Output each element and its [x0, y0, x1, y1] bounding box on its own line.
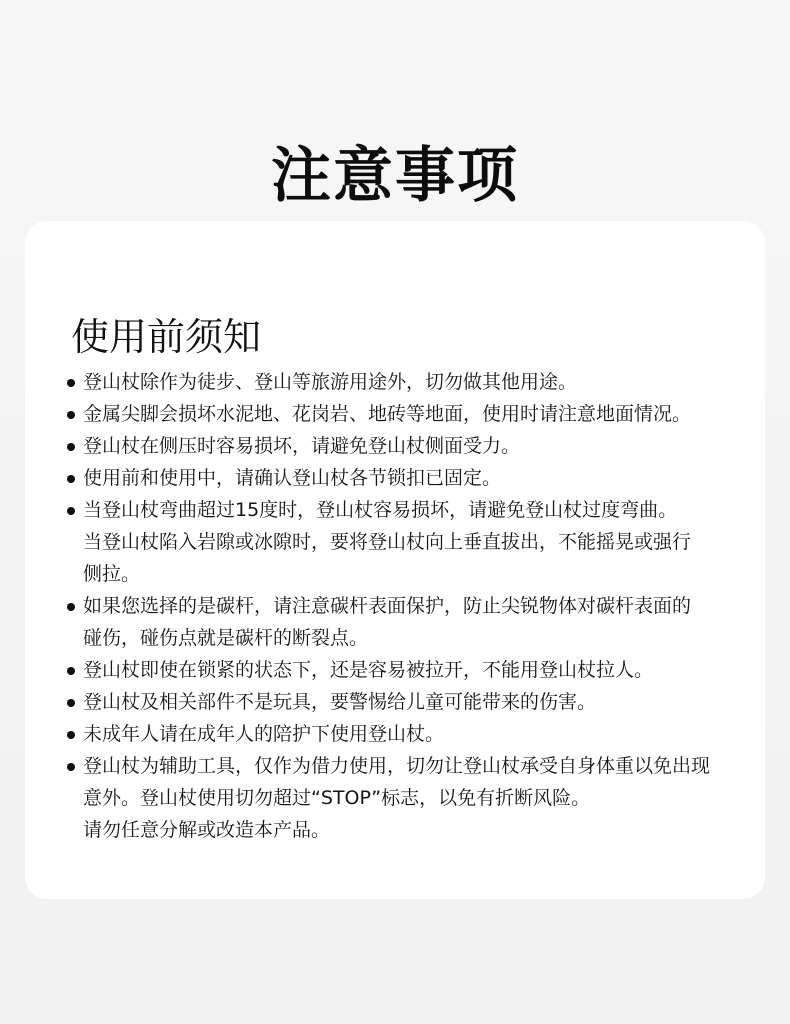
note-line: 金属尖脚会损坏水泥地、花岗岩、地砖等地面，使用时请注意地面情况。 — [83, 403, 692, 425]
bullet-icon — [67, 411, 75, 419]
bullet-icon — [67, 763, 75, 771]
list-item — [67, 494, 747, 590]
note-line: 碰伤，碰伤点就是碳杆的断裂点。 — [83, 627, 369, 649]
bullet-icon — [67, 379, 75, 387]
list-item — [67, 654, 747, 686]
note-line: 登山杖即使在锁紧的状态下，还是容易被拉开，不能用登山杖拉人。 — [83, 659, 654, 681]
list-item — [67, 718, 747, 750]
note-line: 登山杖为辅助工具，仅作为借力使用，切勿让登山杖承受自身体重以免出现 — [83, 755, 711, 777]
list-item — [67, 366, 747, 398]
page-title: 注意事项 — [271, 141, 519, 212]
list-item — [67, 430, 747, 462]
bullet-icon — [67, 475, 75, 483]
note-line: 当登山杖弯曲超过15度时，登山杖容易损坏，请避免登山杖过度弯曲。 — [83, 499, 678, 521]
note-line: 侧拉。 — [83, 563, 141, 585]
note-line: 登山杖除作为徒步、登山等旅游用途外，切勿做其他用途。 — [83, 371, 578, 393]
note-line: 登山杖在侧压时容易损坏，请避免登山杖侧面受力。 — [83, 435, 521, 457]
note-line: 如果您选择的是碳杆，请注意碳杆表面保护，防止尖锐物体对碳杆表面的 — [83, 595, 692, 617]
bullet-icon — [67, 443, 75, 451]
list-item — [67, 398, 747, 430]
bullet-icon — [67, 667, 75, 675]
list-item — [67, 750, 747, 846]
notice-card — [25, 221, 765, 899]
bullet-icon — [67, 699, 75, 707]
bullet-icon — [67, 603, 75, 611]
section-title: 使用前须知 — [71, 314, 262, 359]
note-line: 使用前和使用中，请确认登山杖各节锁扣已固定。 — [83, 467, 502, 489]
note-line: 未成年人请在成年人的陪护下使用登山杖。 — [83, 723, 445, 745]
note-line: 意外。登山杖使用切勿超过“STOP”标志，以免有折断风险。 — [83, 787, 591, 809]
note-line: 当登山杖陷入岩隙或冰隙时，要将登山杖向上垂直拔出，不能摇晃或强行 — [83, 531, 692, 553]
notes-list — [67, 366, 747, 846]
note-line: 请勿任意分解或改造本产品。 — [83, 819, 331, 841]
list-item — [67, 686, 747, 718]
bullet-icon — [67, 507, 75, 515]
note-line: 登山杖及相关部件不是玩具，要警惕给儿童可能带来的伤害。 — [83, 691, 597, 713]
list-item — [67, 462, 747, 494]
list-item — [67, 590, 747, 654]
bullet-icon — [67, 731, 75, 739]
